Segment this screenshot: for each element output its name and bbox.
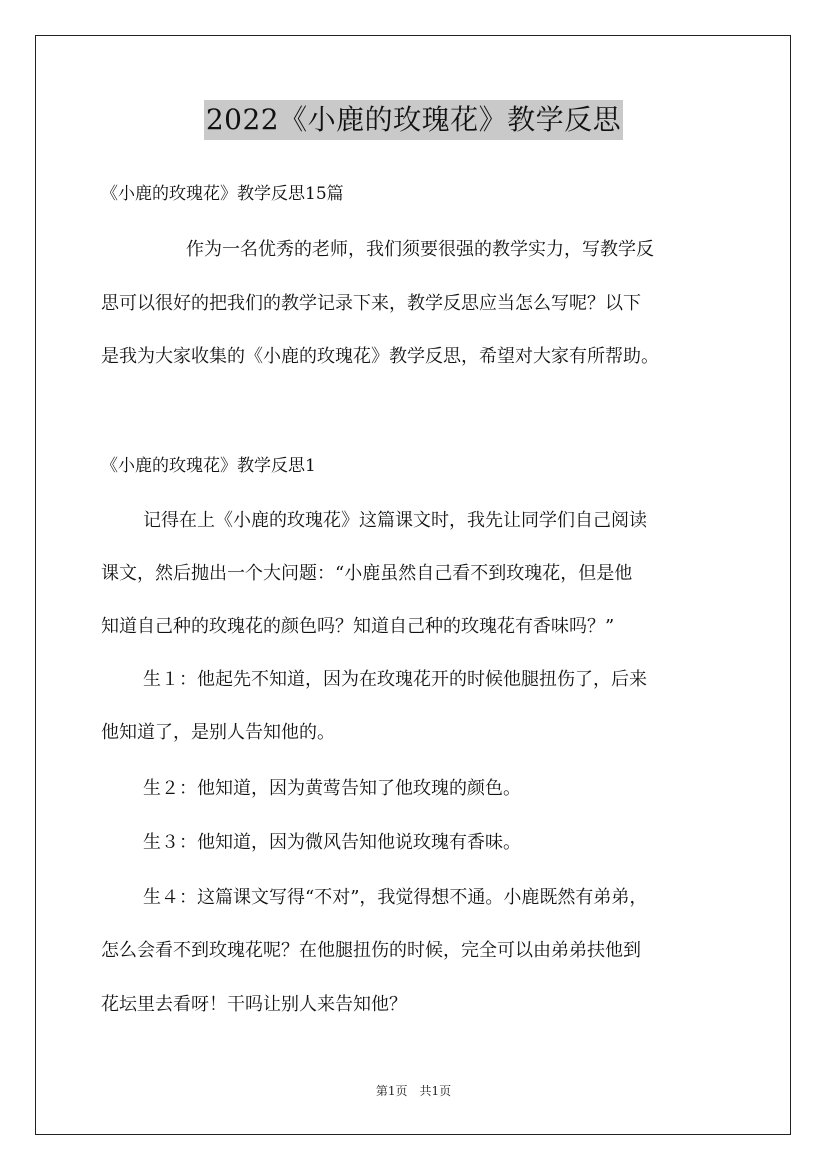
section-heading: 《小鹿的玫瑰花》教学反思1: [101, 456, 316, 476]
page-footer: 第1页 共1页: [375, 1084, 452, 1098]
body-line: 知道自己种的玫瑰花的颜色吗？知道自己种的玫瑰花有香味吗？”: [101, 616, 615, 637]
body-line: 生３：他知道，因为微风告知他说玫瑰有香味。: [143, 832, 521, 853]
intro-line: 是我为大家收集的《小鹿的玫瑰花》教学反思，希望对大家有所帮助。: [101, 346, 659, 367]
body-line: 生１：他起先不知道，因为在玫瑰花开的时候他腿扭伤了，后来: [143, 669, 647, 690]
document-title: 2022《小鹿的玫瑰花》教学反思: [204, 100, 623, 140]
body-line: 课文，然后抛出一个大问题：“小鹿虽然自己看不到玫瑰花，但是他: [101, 563, 633, 584]
body-line: 生４：这篇课文写得“不对”，我觉得想不通。小鹿既然有弟弟，: [143, 887, 648, 908]
document-subtitle: 《小鹿的玫瑰花》教学反思15篇: [101, 184, 344, 204]
title-container: [0, 100, 827, 140]
body-line: 生２：他知道，因为黄莺告知了他玫瑰的颜色。: [143, 778, 521, 799]
intro-line: 作为一名优秀的老师，我们须要很强的教学实力，写教学反: [186, 239, 654, 260]
body-line: 怎么会看不到玫瑰花呢？在他腿扭伤的时候，完全可以由弟弟扶他到: [101, 940, 641, 961]
intro-line: 思可以很好的把我们的教学记录下来，教学反思应当怎么写呢？以下: [101, 293, 641, 314]
body-line: 记得在上《小鹿的玫瑰花》这篇课文时，我先让同学们自己阅读: [143, 510, 647, 531]
body-line: 花坛里去看呀！干吗让别人来告知他？: [101, 994, 407, 1015]
body-line: 他知道了，是别人告知他的。: [101, 722, 335, 743]
